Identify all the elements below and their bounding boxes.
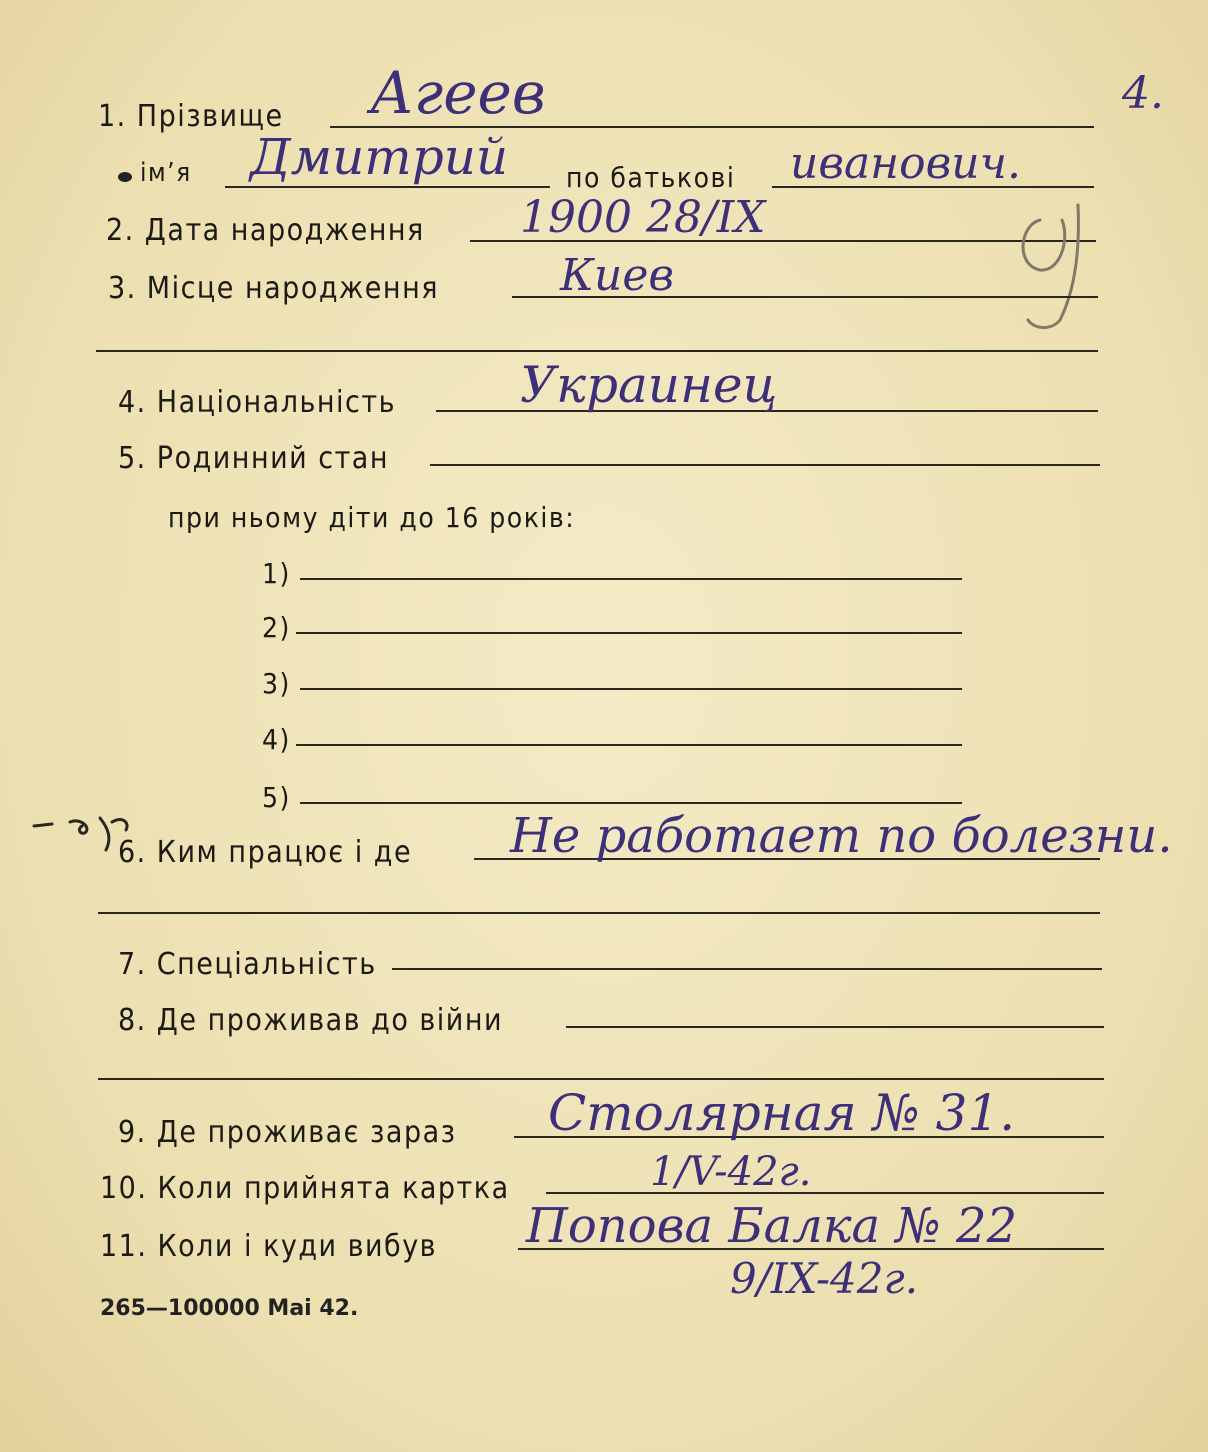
occupation-line-2 [98,912,1100,914]
current-residence-value: Столярная № 31. [548,1084,1016,1142]
card-accepted-label: 10. Коли прийнята картка [100,1171,510,1206]
birth-date-label: 2. Дата народження [106,213,425,248]
child-4-line [296,744,962,746]
child-2-label: 2) [262,611,291,644]
card-accepted-line [546,1192,1104,1194]
prewar-residence-line [566,1026,1104,1028]
child-1-label: 1) [262,557,291,590]
child-3-label: 3) [262,667,291,700]
child-3-line [300,688,962,690]
prewar-residence-label: 8. Де проживав до війни [118,1003,504,1038]
marital-status-line [430,464,1100,466]
prewar-residence-line-2 [98,1078,1104,1080]
current-residence-label: 9. Де проживає зараз [118,1115,457,1150]
signature-mark [1000,190,1110,340]
specialty-label: 7. Спеціальність [118,947,377,982]
occupation-value: Не работает по болезни. [510,808,1173,864]
child-5-line [300,802,962,804]
print-code: 265—100000 Mai 42. [100,1296,359,1321]
corner-number: 4. [1122,68,1164,119]
nationality-label: 4. Національність [118,385,396,420]
child-2-line [296,632,962,634]
child-4-label: 4) [262,723,291,756]
child-5-label: 5) [262,781,291,814]
departure-value: Попова Балка № 22 [526,1198,1018,1254]
ink-dot [118,172,132,182]
birth-place-value: Киев [560,250,675,301]
marital-status-label: 5. Родинний стан [118,441,389,476]
nationality-value: Украинец [520,356,778,414]
birth-place-label: 3. Місце народження [108,271,439,306]
first-name-value: Дмитрий [250,128,509,186]
surname-label: 1. Прізвище [98,99,284,134]
first-name-label: ім’я [140,158,192,188]
occupation-label: 6. Ким працює і де [118,835,413,870]
surname-value: Агеев [370,59,546,127]
card-accepted-value: 1/V-42г. [650,1149,812,1195]
patronymic-label: по батькові [566,161,736,194]
specialty-line [392,968,1102,970]
departure-date: 9/IX-42г. [730,1254,919,1303]
separator-line [96,350,1098,352]
birth-date-value: 1900 28/IX [520,192,766,243]
patronymic-value: иванович. [790,138,1021,189]
first-name-line [225,186,550,188]
children-header-label: при ньому діти до 16 років: [168,501,576,534]
child-1-line [300,578,962,580]
departure-label: 11. Коли і куди вибув [100,1229,438,1264]
